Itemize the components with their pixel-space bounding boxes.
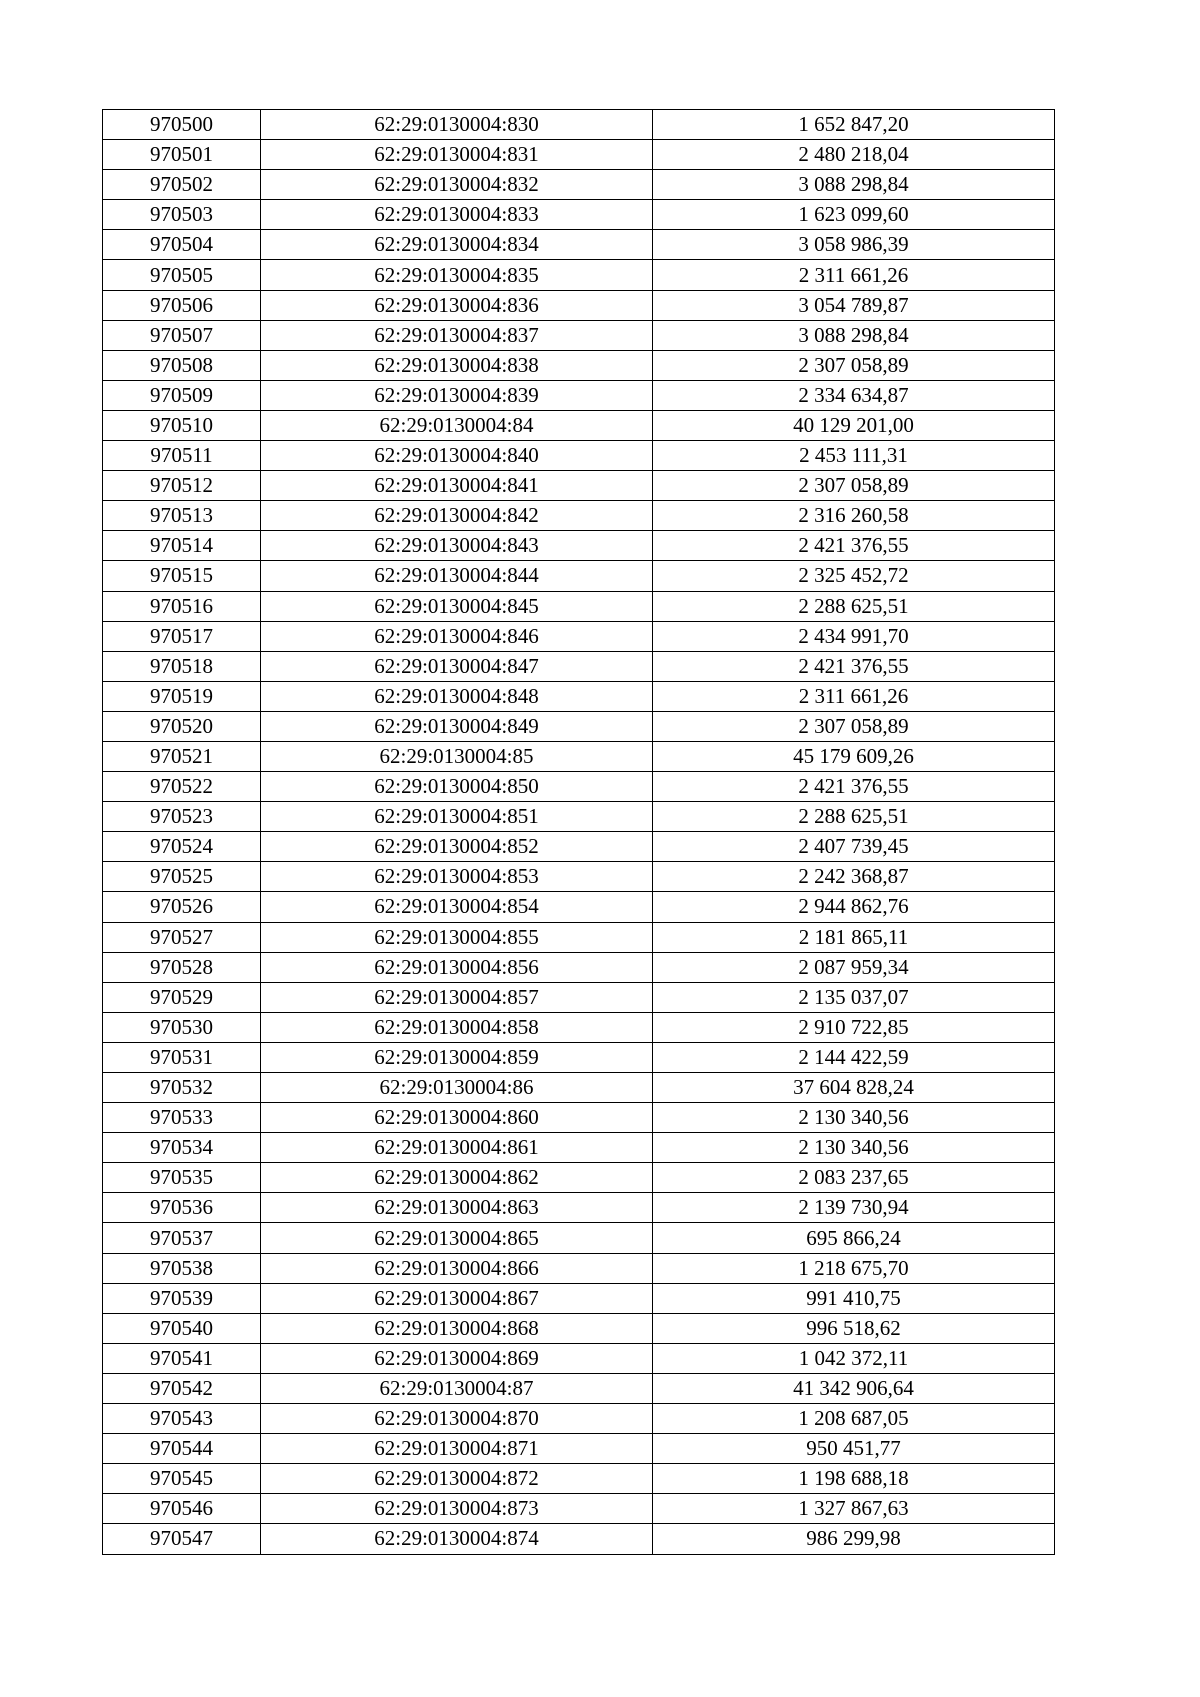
cadastral-number-cell: 62:29:0130004:842	[261, 501, 653, 531]
table-row	[103, 892, 1055, 922]
cadastral-number-cell: 62:29:0130004:873	[261, 1494, 653, 1524]
row-number-cell: 970543	[103, 1404, 261, 1434]
cadastral-value-cell: 2 087 959,34	[653, 952, 1055, 982]
table-row	[103, 1434, 1055, 1464]
cadastral-number-cell: 62:29:0130004:858	[261, 1012, 653, 1042]
cadastral-number-cell: 62:29:0130004:839	[261, 380, 653, 410]
cadastral-number-cell: 62:29:0130004:831	[261, 140, 653, 170]
cadastral-number-cell: 62:29:0130004:86	[261, 1073, 653, 1103]
cadastral-number-cell: 62:29:0130004:853	[261, 862, 653, 892]
cadastral-value-cell: 2 083 237,65	[653, 1163, 1055, 1193]
table-row	[103, 1103, 1055, 1133]
table-row	[103, 1012, 1055, 1042]
cadastral-number-cell: 62:29:0130004:872	[261, 1464, 653, 1494]
row-number-cell: 970514	[103, 531, 261, 561]
cadastral-value-cell: 2 334 634,87	[653, 380, 1055, 410]
row-number-cell: 970531	[103, 1042, 261, 1072]
row-number-cell: 970525	[103, 862, 261, 892]
cadastral-value-cell: 1 652 847,20	[653, 110, 1055, 140]
table-row	[103, 651, 1055, 681]
table-row	[103, 140, 1055, 170]
cadastral-value-cell: 2 181 865,11	[653, 922, 1055, 952]
row-number-cell: 970539	[103, 1283, 261, 1313]
row-number-cell: 970534	[103, 1133, 261, 1163]
cadastral-value-cell: 2 434 991,70	[653, 621, 1055, 651]
cadastral-number-cell: 62:29:0130004:847	[261, 651, 653, 681]
table-row	[103, 1223, 1055, 1253]
table-row	[103, 621, 1055, 651]
table-row	[103, 1464, 1055, 1494]
cadastral-value-cell: 2 407 739,45	[653, 832, 1055, 862]
row-number-cell: 970540	[103, 1313, 261, 1343]
table-row	[103, 862, 1055, 892]
cadastral-number-cell: 62:29:0130004:848	[261, 681, 653, 711]
table-body	[103, 110, 1055, 1555]
row-number-cell: 970536	[103, 1193, 261, 1223]
cadastral-number-cell: 62:29:0130004:851	[261, 802, 653, 832]
table-row	[103, 952, 1055, 982]
cadastral-number-cell: 62:29:0130004:854	[261, 892, 653, 922]
table-row	[103, 1163, 1055, 1193]
row-number-cell: 970516	[103, 591, 261, 621]
cadastral-number-cell: 62:29:0130004:84	[261, 410, 653, 440]
cadastral-value-cell: 2 311 661,26	[653, 260, 1055, 290]
row-number-cell: 970541	[103, 1343, 261, 1373]
cadastral-value-cell: 2 144 422,59	[653, 1042, 1055, 1072]
table-row	[103, 350, 1055, 380]
cadastral-number-cell: 62:29:0130004:836	[261, 290, 653, 320]
row-number-cell: 970510	[103, 410, 261, 440]
cadastral-number-cell: 62:29:0130004:840	[261, 441, 653, 471]
cadastral-value-cell: 2 242 368,87	[653, 862, 1055, 892]
cadastral-number-cell: 62:29:0130004:85	[261, 741, 653, 771]
cadastral-value-cell: 2 421 376,55	[653, 772, 1055, 802]
cadastral-number-cell: 62:29:0130004:862	[261, 1163, 653, 1193]
cadastral-number-cell: 62:29:0130004:856	[261, 952, 653, 982]
table-row	[103, 260, 1055, 290]
table-row	[103, 380, 1055, 410]
table-row	[103, 711, 1055, 741]
row-number-cell: 970505	[103, 260, 261, 290]
cadastral-value-cell: 2 316 260,58	[653, 501, 1055, 531]
row-number-cell: 970532	[103, 1073, 261, 1103]
cadastral-value-cell: 2 307 058,89	[653, 711, 1055, 741]
row-number-cell: 970527	[103, 922, 261, 952]
row-number-cell: 970547	[103, 1524, 261, 1554]
cadastral-value-cell: 986 299,98	[653, 1524, 1055, 1554]
cadastral-number-cell: 62:29:0130004:845	[261, 591, 653, 621]
cadastral-number-cell: 62:29:0130004:874	[261, 1524, 653, 1554]
cadastral-value-cell: 2 135 037,07	[653, 982, 1055, 1012]
cadastral-value-cell: 2 325 452,72	[653, 561, 1055, 591]
cadastral-number-cell: 62:29:0130004:833	[261, 200, 653, 230]
row-number-cell: 970519	[103, 681, 261, 711]
row-number-cell: 970546	[103, 1494, 261, 1524]
table-row	[103, 110, 1055, 140]
table-row	[103, 982, 1055, 1012]
cadastral-value-cell: 2 288 625,51	[653, 802, 1055, 832]
table-row	[103, 501, 1055, 531]
cadastral-value-cell: 1 198 688,18	[653, 1464, 1055, 1494]
cadastral-number-cell: 62:29:0130004:837	[261, 320, 653, 350]
table-row	[103, 922, 1055, 952]
cadastral-number-cell: 62:29:0130004:850	[261, 772, 653, 802]
cadastral-value-cell: 2 480 218,04	[653, 140, 1055, 170]
cadastral-value-cell: 2 421 376,55	[653, 651, 1055, 681]
table-row	[103, 1042, 1055, 1072]
cadastral-number-cell: 62:29:0130004:859	[261, 1042, 653, 1072]
cadastral-number-cell: 62:29:0130004:855	[261, 922, 653, 952]
cadastral-number-cell: 62:29:0130004:871	[261, 1434, 653, 1464]
row-number-cell: 970526	[103, 892, 261, 922]
row-number-cell: 970544	[103, 1434, 261, 1464]
cadastral-value-cell: 2 944 862,76	[653, 892, 1055, 922]
table-row	[103, 832, 1055, 862]
row-number-cell: 970501	[103, 140, 261, 170]
cadastral-number-cell: 62:29:0130004:865	[261, 1223, 653, 1253]
table-row	[103, 1404, 1055, 1434]
cadastral-number-cell: 62:29:0130004:832	[261, 170, 653, 200]
row-number-cell: 970508	[103, 350, 261, 380]
cadastral-value-cell: 1 042 372,11	[653, 1343, 1055, 1373]
row-number-cell: 970530	[103, 1012, 261, 1042]
cadastral-value-cell: 45 179 609,26	[653, 741, 1055, 771]
cadastral-value-cell: 1 208 687,05	[653, 1404, 1055, 1434]
cadastral-number-cell: 62:29:0130004:852	[261, 832, 653, 862]
cadastral-number-cell: 62:29:0130004:863	[261, 1193, 653, 1223]
cadastral-value-cell: 1 623 099,60	[653, 200, 1055, 230]
table-row	[103, 471, 1055, 501]
table-row	[103, 200, 1055, 230]
row-number-cell: 970545	[103, 1464, 261, 1494]
row-number-cell: 970500	[103, 110, 261, 140]
table-row	[103, 741, 1055, 771]
row-number-cell: 970542	[103, 1373, 261, 1403]
table-row	[103, 1524, 1055, 1554]
cadastral-value-cell: 3 088 298,84	[653, 170, 1055, 200]
table-row	[103, 1133, 1055, 1163]
cadastral-number-cell: 62:29:0130004:838	[261, 350, 653, 380]
row-number-cell: 970507	[103, 320, 261, 350]
table-row	[103, 1313, 1055, 1343]
cadastral-number-cell: 62:29:0130004:868	[261, 1313, 653, 1343]
cadastral-value-cell: 2 453 111,31	[653, 441, 1055, 471]
table-row	[103, 290, 1055, 320]
table-row	[103, 320, 1055, 350]
row-number-cell: 970503	[103, 200, 261, 230]
cadastral-value-cell: 2 130 340,56	[653, 1133, 1055, 1163]
table-row	[103, 561, 1055, 591]
cadastral-value-cell: 1 327 867,63	[653, 1494, 1055, 1524]
cadastral-number-cell: 62:29:0130004:866	[261, 1253, 653, 1283]
row-number-cell: 970506	[103, 290, 261, 320]
table-row	[103, 591, 1055, 621]
table-row	[103, 1193, 1055, 1223]
cadastral-number-cell: 62:29:0130004:870	[261, 1404, 653, 1434]
row-number-cell: 970533	[103, 1103, 261, 1133]
cadastral-value-cell: 3 058 986,39	[653, 230, 1055, 260]
cadastral-value-cell: 996 518,62	[653, 1313, 1055, 1343]
table-row	[103, 1494, 1055, 1524]
row-number-cell: 970520	[103, 711, 261, 741]
cadastral-value-cell: 2 307 058,89	[653, 471, 1055, 501]
cadastral-value-cell: 37 604 828,24	[653, 1073, 1055, 1103]
table-row	[103, 1373, 1055, 1403]
cadastral-number-cell: 62:29:0130004:869	[261, 1343, 653, 1373]
cadastral-value-cell: 3 088 298,84	[653, 320, 1055, 350]
row-number-cell: 970512	[103, 471, 261, 501]
row-number-cell: 970518	[103, 651, 261, 681]
row-number-cell: 970502	[103, 170, 261, 200]
row-number-cell: 970537	[103, 1223, 261, 1253]
cadastral-value-cell: 2 288 625,51	[653, 591, 1055, 621]
cadastral-number-cell: 62:29:0130004:834	[261, 230, 653, 260]
cadastral-number-cell: 62:29:0130004:849	[261, 711, 653, 741]
table-row	[103, 531, 1055, 561]
cadastral-value-cell: 41 342 906,64	[653, 1373, 1055, 1403]
table-row	[103, 1073, 1055, 1103]
cadastral-number-cell: 62:29:0130004:846	[261, 621, 653, 651]
row-number-cell: 970517	[103, 621, 261, 651]
cadastral-value-cell: 1 218 675,70	[653, 1253, 1055, 1283]
cadastral-number-cell: 62:29:0130004:841	[261, 471, 653, 501]
row-number-cell: 970524	[103, 832, 261, 862]
row-number-cell: 970535	[103, 1163, 261, 1193]
table-row	[103, 230, 1055, 260]
cadastral-number-cell: 62:29:0130004:87	[261, 1373, 653, 1403]
table-row	[103, 681, 1055, 711]
cadastral-number-cell: 62:29:0130004:867	[261, 1283, 653, 1313]
row-number-cell: 970529	[103, 982, 261, 1012]
row-number-cell: 970521	[103, 741, 261, 771]
table-row	[103, 1283, 1055, 1313]
cadastral-value-cell: 950 451,77	[653, 1434, 1055, 1464]
cadastral-number-cell: 62:29:0130004:861	[261, 1133, 653, 1163]
cadastral-value-cell: 2 421 376,55	[653, 531, 1055, 561]
cadastral-value-cell: 2 130 340,56	[653, 1103, 1055, 1133]
row-number-cell: 970509	[103, 380, 261, 410]
cadastral-number-cell: 62:29:0130004:843	[261, 531, 653, 561]
cadastral-number-cell: 62:29:0130004:860	[261, 1103, 653, 1133]
row-number-cell: 970511	[103, 441, 261, 471]
row-number-cell: 970538	[103, 1253, 261, 1283]
cadastral-value-cell: 2 307 058,89	[653, 350, 1055, 380]
cadastral-value-table	[102, 109, 1055, 1555]
table-row	[103, 170, 1055, 200]
cadastral-value-cell: 2 910 722,85	[653, 1012, 1055, 1042]
table-row	[103, 1253, 1055, 1283]
table-row	[103, 410, 1055, 440]
cadastral-value-cell: 3 054 789,87	[653, 290, 1055, 320]
cadastral-value-cell: 2 139 730,94	[653, 1193, 1055, 1223]
cadastral-number-cell: 62:29:0130004:857	[261, 982, 653, 1012]
cadastral-number-cell: 62:29:0130004:844	[261, 561, 653, 591]
row-number-cell: 970522	[103, 772, 261, 802]
table-row	[103, 441, 1055, 471]
cadastral-number-cell: 62:29:0130004:830	[261, 110, 653, 140]
table-row	[103, 772, 1055, 802]
cadastral-value-cell: 695 866,24	[653, 1223, 1055, 1253]
row-number-cell: 970515	[103, 561, 261, 591]
cadastral-value-cell: 40 129 201,00	[653, 410, 1055, 440]
row-number-cell: 970528	[103, 952, 261, 982]
table-row	[103, 802, 1055, 832]
row-number-cell: 970513	[103, 501, 261, 531]
row-number-cell: 970523	[103, 802, 261, 832]
row-number-cell: 970504	[103, 230, 261, 260]
cadastral-number-cell: 62:29:0130004:835	[261, 260, 653, 290]
table-row	[103, 1343, 1055, 1373]
cadastral-value-cell: 991 410,75	[653, 1283, 1055, 1313]
cadastral-value-cell: 2 311 661,26	[653, 681, 1055, 711]
